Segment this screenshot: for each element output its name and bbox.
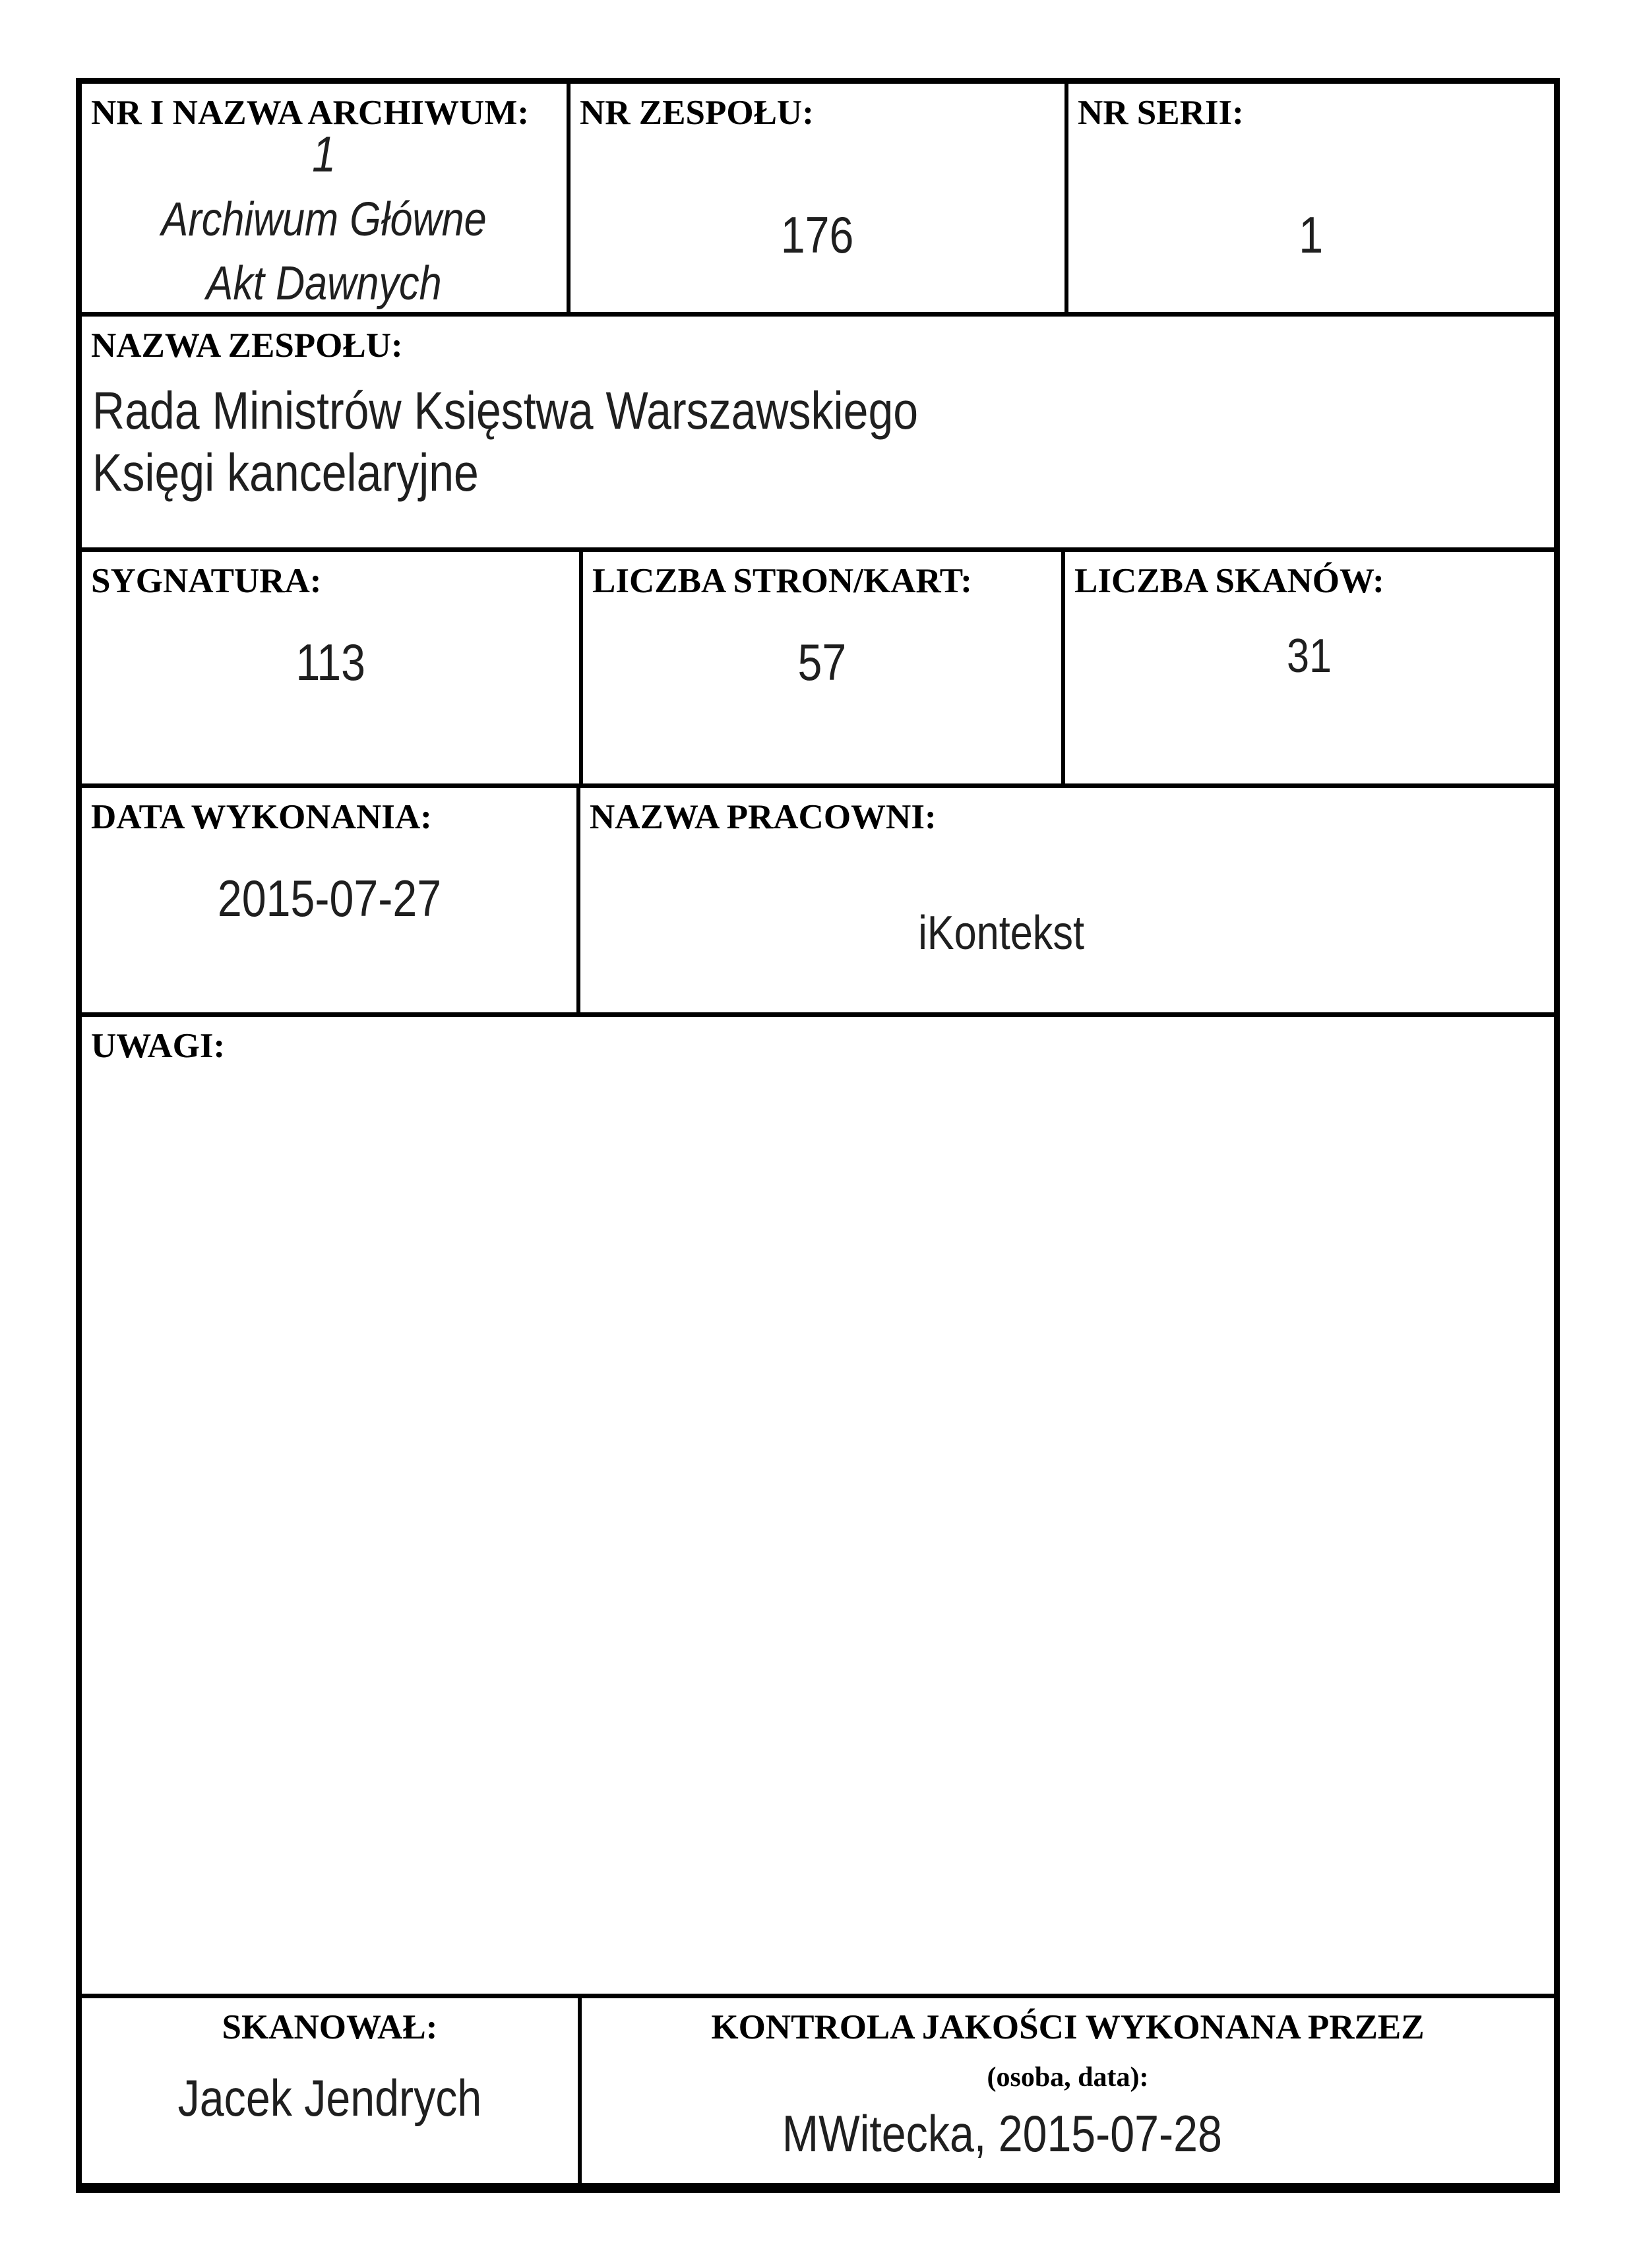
signature-label: SYGNATURA:: [91, 562, 322, 600]
row-notes: [82, 1012, 1554, 1994]
archive-number-value: 1: [312, 127, 336, 183]
archive-name-value: Archiwum Główne Akt Dawnych: [161, 193, 487, 311]
scans-count-value: 31: [1287, 630, 1332, 683]
scan-date-value: 2015-07-27: [217, 869, 441, 927]
cell-fonds-number: [571, 84, 1068, 312]
cell-series-number: [1068, 84, 1554, 312]
notes-label: UWAGI:: [91, 1027, 226, 1065]
quality-control-label: KONTROLA JAKOŚCI WYKONANA PRZEZ: [711, 2008, 1425, 2046]
archive-name-label: NR I NAZWA ARCHIWUM:: [91, 94, 530, 132]
cell-scans-count: [1065, 552, 1554, 783]
cell-notes: [82, 1017, 1554, 1994]
quality-control-sublabel: (osoba, data):: [987, 2062, 1149, 2093]
row-signatures: [82, 1994, 1554, 2183]
cell-archive-name: [82, 84, 571, 312]
scan-date-label: DATA WYKONANIA:: [91, 798, 432, 836]
scanned-by-value: Jacek Jendrych: [177, 2069, 482, 2127]
scanned-by-label: SKANOWAŁ:: [222, 2008, 438, 2046]
row-counts: [82, 547, 1554, 783]
pages-count-label: LICZBA STRON/KART:: [592, 562, 972, 600]
studio-label: NAZWA PRACOWNI:: [590, 798, 937, 836]
row-execution: [82, 783, 1554, 1012]
fonds-name-label: NAZWA ZESPOŁU:: [91, 326, 403, 365]
row-archive-identifiers: [82, 84, 1554, 312]
studio-value: iKontekst: [918, 907, 1084, 960]
cell-fonds-name: [82, 317, 1554, 547]
scans-count-label: LICZBA SKANÓW:: [1074, 562, 1384, 600]
cell-scanned-by: [82, 1998, 582, 2183]
cell-scan-date: [82, 788, 580, 1012]
quality-control-value: MWitecka, 2015-07-28: [782, 2104, 1222, 2162]
series-number-label: NR SERII:: [1078, 94, 1244, 132]
fonds-number-label: NR ZESPOŁU:: [580, 94, 814, 132]
row-fonds-name: [82, 312, 1554, 547]
cell-signature: [82, 552, 583, 783]
archive-metadata-table: [76, 78, 1560, 2193]
notes-value: [82, 1096, 1554, 1107]
cell-pages-count: [583, 552, 1065, 783]
fonds-number-value: 176: [781, 206, 854, 264]
cell-studio: [580, 788, 1554, 1012]
series-number-value: 1: [1299, 206, 1324, 264]
signature-value: 113: [295, 633, 365, 691]
pages-count-value: 57: [797, 633, 847, 691]
cell-quality-control: [582, 1998, 1554, 2183]
fonds-name-value: Rada Ministrów Księstwa Warszawskiego Księgi kancelaryjne: [92, 381, 919, 503]
